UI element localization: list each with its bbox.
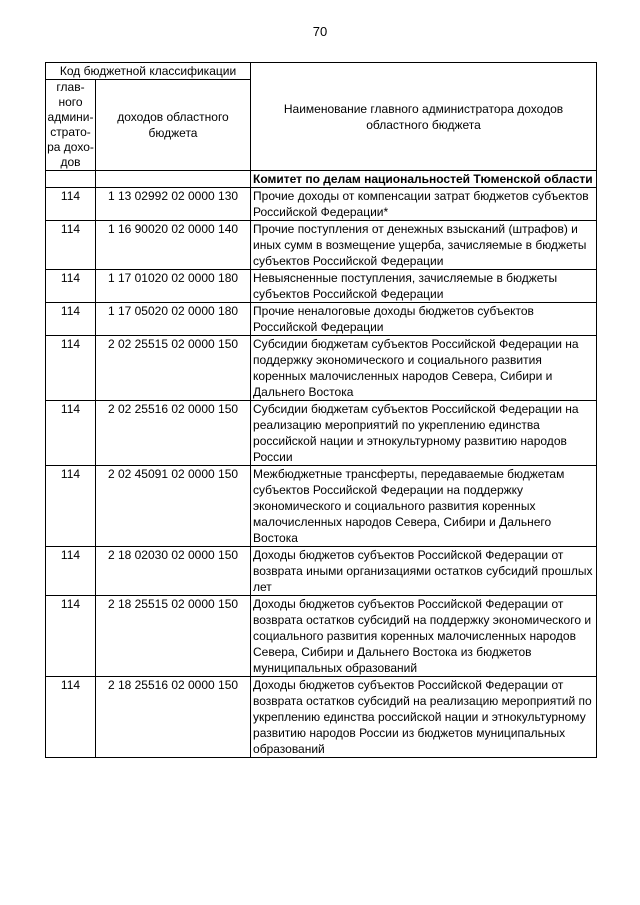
admin-name-cell: Доходы бюджетов субъектов Российской Федерации от возврата иными организациями остатков субсидий прошлых лет (251, 547, 597, 596)
admin-name-cell: Невыясненные поступления, зачисляемые в бюджеты субъектов Российской Федерации (251, 270, 597, 303)
table-row (46, 303, 597, 336)
income-code-cell: 2 02 25515 02 0000 150 (96, 336, 251, 401)
admin-name-cell: Доходы бюджетов субъектов Российской Федерации от возврата остатков субсидий на реализацию мероприятий по укреплению единства российской нации и этнокультурному развитию народов России из бюджетов муниципальных образований (251, 677, 597, 758)
income-code-cell: 2 02 25516 02 0000 150 (96, 401, 251, 466)
table-row (46, 547, 597, 596)
admin-name-cell: Прочие поступления от денежных взысканий (штрафов) и иных сумм в возмещение ущерба, зачисляемые в бюджеты субъектов Российской Федерации (251, 221, 597, 270)
header-admin-line: дов (60, 155, 81, 169)
income-code-cell: 2 18 02030 02 0000 150 (96, 547, 251, 596)
header-admin-line: глав- (56, 80, 85, 94)
admin-code-cell: 114 (46, 547, 96, 596)
table-row (46, 188, 597, 221)
admin-name-cell: Доходы бюджетов субъектов Российской Федерации от возврата остатков субсидий на поддержку экономического и социального развития коренных малочисленных народов Севера, Сибири и Дальнего Востока из бюджетов муниципальных образований (251, 596, 597, 677)
header-admin-line: ного (58, 95, 83, 109)
section-row (46, 171, 597, 188)
page-number: 70 (312, 24, 328, 39)
income-code-cell: 1 17 05020 02 0000 180 (96, 303, 251, 336)
header-admin-line: админи- (47, 110, 94, 124)
admin-code-cell: 114 (46, 221, 96, 270)
table-row (46, 677, 597, 758)
income-code-cell: 2 02 45091 02 0000 150 (96, 466, 251, 547)
header-admin-line: страто- (50, 125, 91, 139)
table-row (46, 466, 597, 547)
income-code-cell: 2 18 25516 02 0000 150 (96, 677, 251, 758)
table-row (46, 401, 597, 466)
table-row (46, 596, 597, 677)
admin-code-cell: 114 (46, 596, 96, 677)
admin-name-cell: Межбюджетные трансферты, передаваемые бюджетам субъектов Российской Федерации на поддержку экономического и социального развития коренных малочисленных народов Севера, Сибири и Дальнего Востока (251, 466, 597, 547)
admin-name-cell: Субсидии бюджетам субъектов Российской Федерации на поддержку экономического и социального развития коренных малочисленных народов Севера, Сибири и Дальнего Востока (251, 336, 597, 401)
admin-name-cell: Субсидии бюджетам субъектов Российской Федерации на реализацию мероприятий по укреплению единства российской нации и этнокультурному развитию народов России (251, 401, 597, 466)
section-empty-cell (96, 171, 251, 188)
income-code-cell: 1 13 02992 02 0000 130 (96, 188, 251, 221)
header-budget-code: Код бюджетной классификации (46, 63, 251, 80)
admin-code-cell: 114 (46, 336, 96, 401)
income-code-cell: 1 17 01020 02 0000 180 (96, 270, 251, 303)
admin-code-cell: 114 (46, 188, 96, 221)
header-income-code: доходов областного бюджета (96, 80, 251, 171)
admin-name-cell: Прочие неналоговые доходы бюджетов субъектов Российской Федерации (251, 303, 597, 336)
admin-name-cell: Прочие доходы от компенсации затрат бюджетов субъектов Российской Федерации* (251, 188, 597, 221)
admin-code-cell: 114 (46, 303, 96, 336)
admin-code-cell: 114 (46, 677, 96, 758)
budget-classification-table (45, 62, 597, 758)
header-admin-name: Наименование главного администратора доходов областного бюджета (251, 63, 597, 171)
admin-code-cell: 114 (46, 401, 96, 466)
admin-code-cell: 114 (46, 466, 96, 547)
table-row (46, 270, 597, 303)
table-row (46, 336, 597, 401)
section-title: Комитет по делам национальностей Тюменской области (251, 171, 597, 188)
income-code-cell: 1 16 90020 02 0000 140 (96, 221, 251, 270)
table-row (46, 221, 597, 270)
section-empty-cell (46, 171, 96, 188)
income-code-cell: 2 18 25515 02 0000 150 (96, 596, 251, 677)
header-admin-line: ра дохо- (47, 140, 94, 154)
header-row-top (46, 63, 597, 80)
admin-code-cell: 114 (46, 270, 96, 303)
header-admin-code (46, 80, 96, 171)
